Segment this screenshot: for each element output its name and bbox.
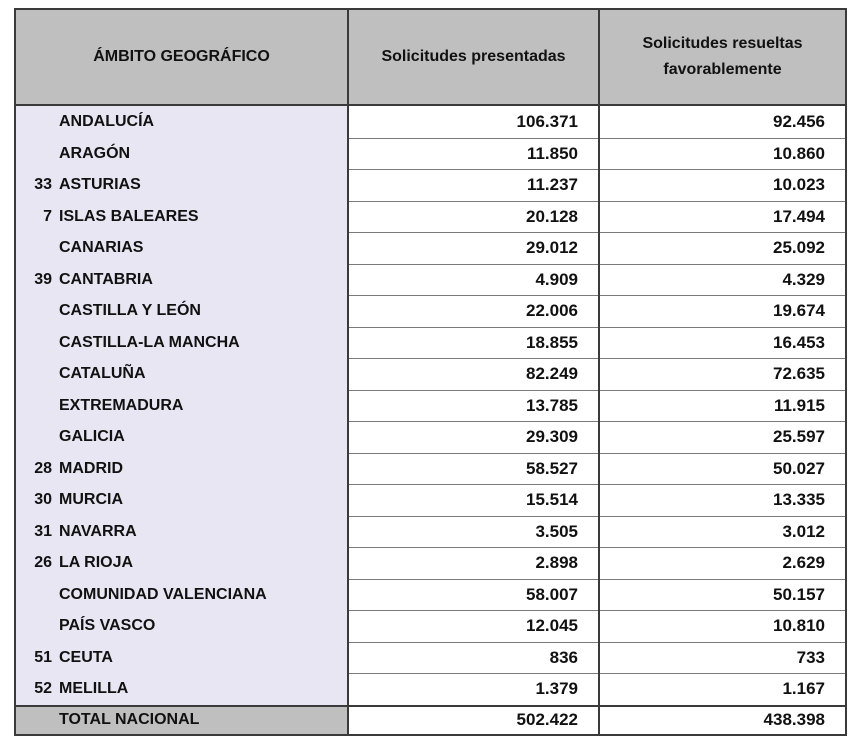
submitted-value: 15.514 [526, 490, 578, 509]
header-approved-line1: Solicitudes resueltas [642, 35, 803, 52]
region-name: ISLAS BALEARES [59, 207, 199, 225]
submitted-value: 3.505 [535, 521, 578, 541]
approved-value: 17.494 [773, 206, 825, 226]
row-number: 7 [43, 207, 52, 225]
approved-value: 25.092 [773, 238, 825, 257]
table-row [16, 327, 845, 359]
submitted-value: 2.898 [535, 553, 578, 572]
region-name: COMUNIDAD VALENCIANA [59, 585, 267, 603]
submitted-value: 11.237 [526, 175, 578, 194]
table-row [16, 264, 845, 296]
table-row [16, 579, 845, 611]
table-row [16, 547, 845, 579]
header-approved [600, 10, 845, 104]
approved-value: 25.597 [773, 427, 825, 446]
submitted-value: 1.379 [535, 679, 578, 698]
total-row [16, 705, 845, 734]
row-number: 28 [34, 459, 52, 477]
table-row [16, 169, 845, 201]
row-number: 31 [34, 522, 52, 540]
header-submitted: Solicitudes presentadas [381, 48, 566, 65]
submitted-value: 18.855 [526, 332, 578, 352]
table-row [16, 673, 845, 705]
submitted-value: 29.309 [526, 427, 578, 446]
approved-value: 50.157 [773, 584, 825, 604]
region-name: EXTREMADURA [59, 396, 184, 414]
table-row [16, 358, 845, 390]
row-number: 26 [34, 554, 52, 571]
submitted-value: 58.007 [526, 584, 578, 604]
approved-value: 92.456 [773, 112, 825, 131]
table-row [16, 421, 845, 453]
submitted-value: 13.785 [526, 395, 578, 415]
region-name: MELILLA [59, 680, 129, 697]
approved-value: 10.023 [773, 175, 825, 194]
submitted-value: 4.909 [535, 269, 578, 289]
column-divider-1 [347, 10, 349, 734]
submitted-value: 22.006 [526, 301, 578, 320]
region-name: MADRID [59, 459, 123, 477]
region-name: CEUTA [59, 648, 113, 666]
region-name: NAVARRA [59, 522, 137, 540]
table-row [16, 201, 845, 233]
total-submitted: 502.422 [516, 710, 578, 729]
region-name: ARAGÓN [59, 144, 131, 162]
total-approved: 438.398 [763, 710, 825, 729]
table-row [16, 484, 845, 516]
approved-value: 50.027 [773, 458, 825, 478]
approved-value: 11.915 [773, 395, 825, 415]
table-row [16, 516, 845, 548]
table-row [16, 295, 845, 327]
total-label: TOTAL NACIONAL [59, 711, 200, 728]
region-name: CANTABRIA [59, 270, 153, 288]
row-number: 30 [34, 491, 52, 508]
submitted-value: 58.527 [526, 458, 578, 478]
approved-value: 3.012 [782, 521, 825, 541]
region-name: CASTILLA-LA MANCHA [59, 333, 240, 351]
region-name: CANARIAS [59, 239, 144, 256]
submitted-value: 29.012 [526, 238, 578, 257]
submitted-value: 836 [549, 647, 578, 667]
submitted-value: 82.249 [526, 364, 578, 383]
table-row [16, 138, 845, 170]
approved-value: 72.635 [773, 364, 825, 383]
submitted-value: 106.371 [516, 112, 578, 131]
table-row [16, 453, 845, 485]
region-name: ASTURIAS [59, 176, 141, 193]
column-divider-2 [598, 10, 600, 734]
approved-value: 1.167 [782, 679, 825, 698]
row-number: 33 [34, 176, 52, 193]
header-approved-line2: favorablemente [663, 61, 782, 78]
approved-value: 19.674 [773, 301, 825, 320]
table-row [16, 106, 845, 138]
table-header [16, 10, 845, 106]
row-number: 51 [34, 648, 52, 666]
row-number: 39 [34, 270, 52, 288]
region-name: CATALUÑA [59, 365, 146, 382]
table-row [16, 390, 845, 422]
approved-value: 10.810 [773, 616, 825, 635]
approved-value: 4.329 [782, 269, 825, 289]
region-name: ANDALUCÍA [59, 113, 155, 130]
table-row [16, 610, 845, 642]
submitted-value: 12.045 [526, 616, 578, 635]
submitted-value: 11.850 [526, 143, 578, 163]
region-name: PAÍS VASCO [59, 617, 156, 634]
approved-value: 10.860 [773, 143, 825, 163]
approved-value: 2.629 [782, 553, 825, 572]
approved-value: 733 [796, 647, 825, 667]
header-region: ÁMBITO GEOGRÁFICO [93, 48, 270, 65]
region-name: MURCIA [59, 491, 123, 508]
data-table [14, 8, 847, 736]
region-name: GALICIA [59, 428, 125, 445]
table-row [16, 642, 845, 674]
row-number: 52 [34, 680, 52, 697]
table-row [16, 232, 845, 264]
region-name: CASTILLA Y LEÓN [59, 302, 201, 319]
region-name: LA RIOJA [59, 554, 134, 571]
submitted-value: 20.128 [526, 206, 578, 226]
approved-value: 16.453 [773, 332, 825, 352]
approved-value: 13.335 [773, 490, 825, 509]
